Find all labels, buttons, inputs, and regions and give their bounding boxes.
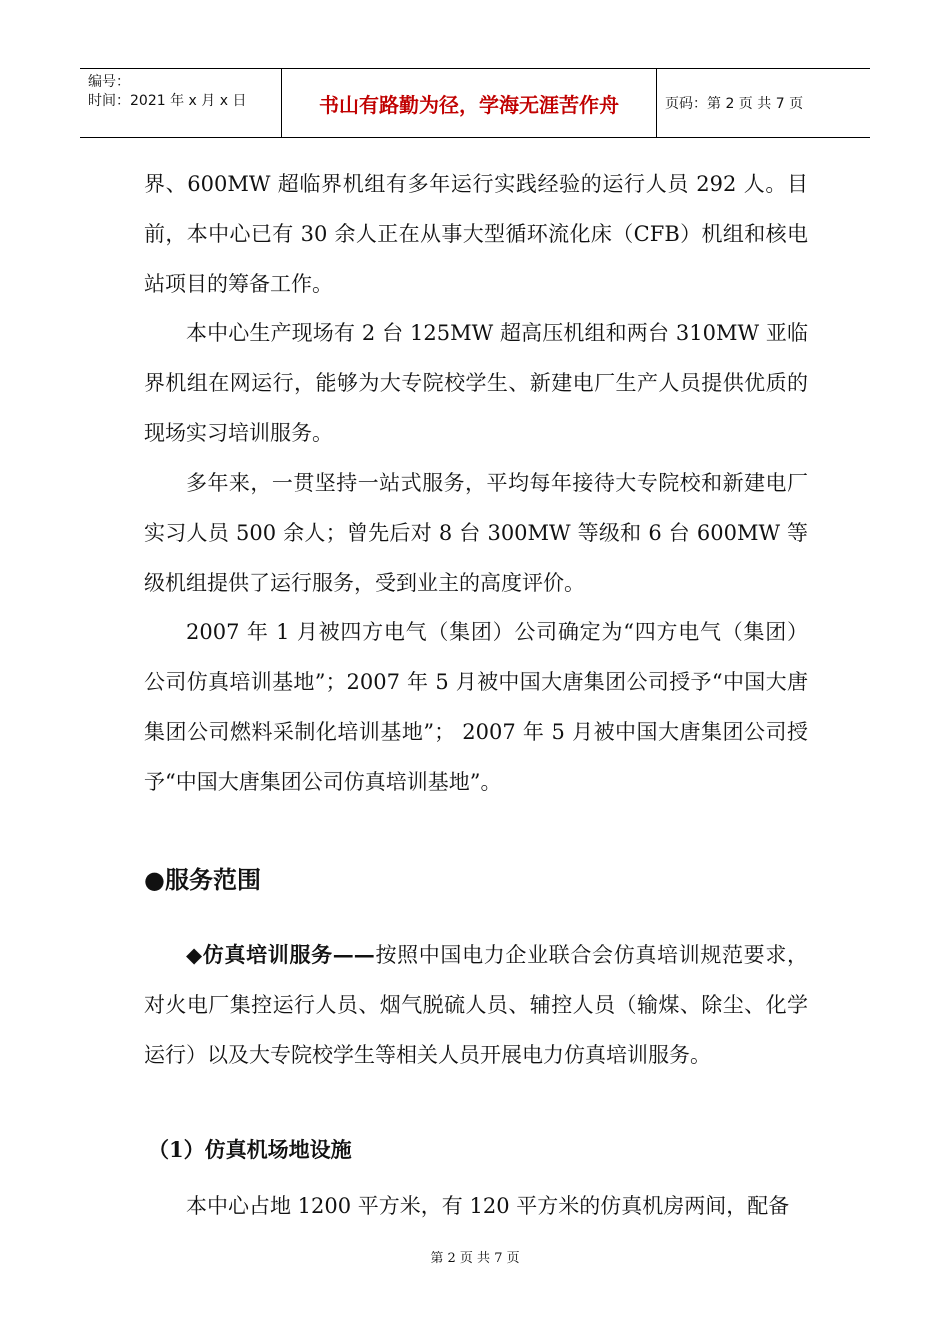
section-title: ●服务范围 (144, 866, 261, 894)
doc-number-label: 编号： (88, 74, 130, 90)
service-text: 按照中国电力企业联合会仿真培训规范要求，对火电厂集控运行人员、烟气脱硫人员、辅控人员（输煤、除尘、化学运行）以及大专院校学生等相关人员开展电力仿真培训服务。 (144, 943, 808, 1067)
paragraph-2: 本中心生产现场有 2 台 125MW 超高压机组和两台 310MW 亚临界机组在网运行，能够为大专院校学生、新建电厂生产人员提供优质的现场实习培训服务。 (144, 321, 808, 445)
sub-title: （1）仿真机场地设施 (148, 1137, 352, 1162)
header-motto: 书山有路勤为径，学海无涯苦作舟 (282, 69, 657, 137)
paragraph-4: 2007 年 1 月被四方电气（集团）公司确定为“四方电气（集团）公司仿真培训基地”；2007 年 5 月被中国大唐集团公司授予“中国大唐集团公司燃料采制化培训基地”； 2007 年 5 月被中国大唐集团公司授予“中国大唐集团公司仿真培训基地”。 (144, 620, 808, 794)
service-lead: ◆仿真培训服务—— (186, 942, 375, 967)
paragraph-3: 多年来，一贯坚持一站式服务，平均每年接待大专院校和新建电厂实习人员 500 余人；曾先后对 8 台 300MW 等级和 6 台 600MW 等级机组提供了运行服务，受到业主的高度评价。 (144, 471, 808, 595)
paragraph-6: 本中心占地 1200 平方米，有 120 平方米的仿真机房两间，配备 (186, 1194, 790, 1218)
paragraph-1: 界、600MW 超临界机组有多年运行实践经验的运行人员 292 人。目前，本中心已有 30 余人正在从事大型循环流化床（CFB）机组和核电站项目的筹备工作。 (144, 172, 808, 296)
header-page-code: 页码：第 2 页 共 7 页 (665, 96, 804, 112)
date-label: 时间：2021 年 x 月 x 日 (88, 93, 247, 109)
header-info (80, 69, 282, 137)
page-header (80, 68, 870, 138)
service-paragraph (144, 930, 808, 1080)
page-footer: 第 2 页 共 7 页 (430, 1251, 520, 1266)
